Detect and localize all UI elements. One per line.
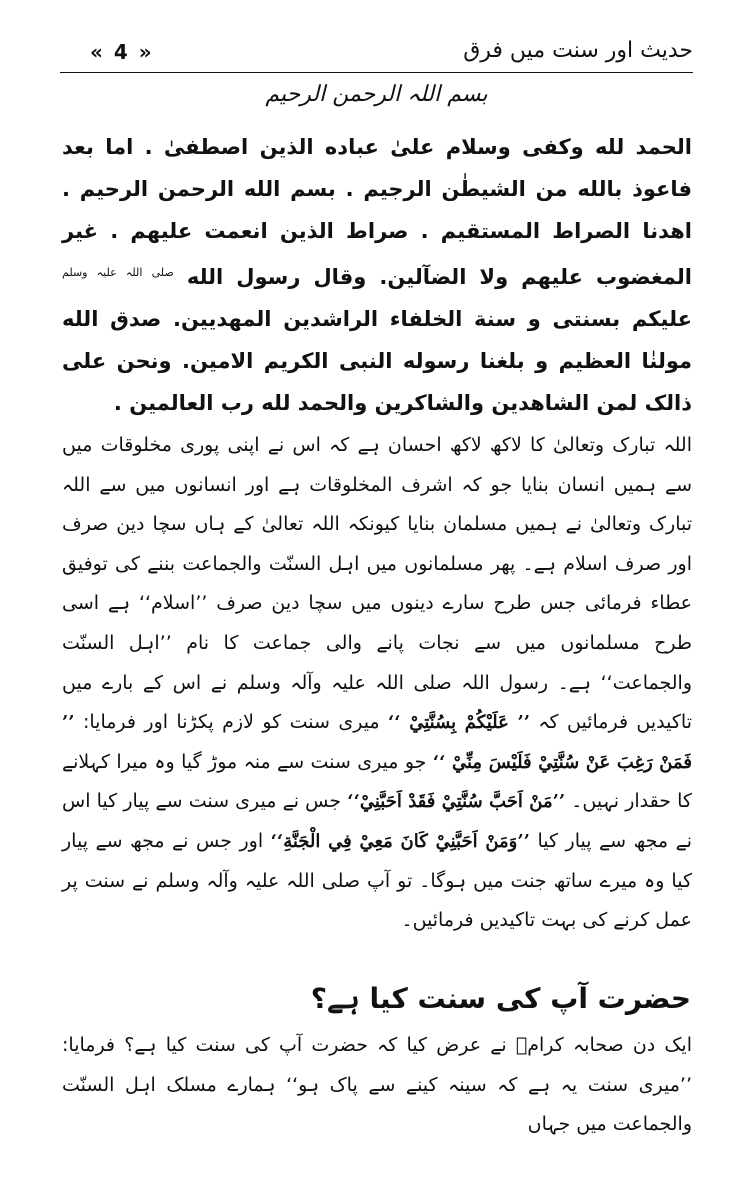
urdu-p1-text-5: اور جس نے مجھ سے پیار کیا وہ میرے ساتھ جنت میں ہوگا۔ تو آپ صلی اللہ علیہ وآلہ وسلم نے سنت پر عمل کرنے کی بہت تاکیدیں فرمائیں۔ — [62, 829, 692, 932]
hadith-quote-1: ’’ عَلَيْكُمْ بِسُنَّتِيْ ‘‘ — [388, 712, 530, 734]
urdu-p1-text-4: جس نے میری سنت سے پیار کیا اس نے مجھ سے پیار کیا — [62, 790, 693, 852]
hadith-quote-3: ’’مَنْ اَحَبَّ سُنَّتِيْ فَقَدْ اَحَبَّنِيْ‘‘ — [347, 791, 566, 813]
arabic-intro-part-1: الحمد لله وكفى وسلام علىٰ عباده الذين اصطفىٰ . اما بعد فاعوذ بالله من الشيطٰن الرجيم . بسم الله الرحمن الرحيم . اهدنا الصراط المستقيم . صراط الذين انعمت عليهم . غير المغضوب عليهم ولا الضآلين. وقال رسول الله — [62, 135, 692, 289]
arabic-intro-paragraph — [62, 126, 692, 424]
urdu-p1-text-3: جو میری سنت سے منہ موڑ گیا وہ میرا کہلانے کا حقدار نہیں۔ — [62, 750, 692, 813]
urdu-p1-text-1: اللہ تبارک وتعالیٰ کا لاکھ لاکھ احسان ہے کہ اس نے اپنی پوری مخلوقات میں سے ہمیں انسان بنایا جو کہ اشرف المخلوقات ہے اور انسانوں میں سے اللہ تبارک وتعالیٰ نے ہمیں مسلمان بنایا کیونکہ اللہ تعالیٰ کے ہاں سچا دین صرف اور صرف اسلام ہے۔ پھر مسلمانوں میں اہل السنّت والجماعت بننے کی توفیق عطاء فرمائی جس طرح سارے دینوں میں سچا دین صرف ’’اسلام‘‘ ہے اسی طرح مسلمانوں میں سے نجات پانے والی جماعت کا نام ’’اہل السنّت والجماعت‘‘ ہے۔ رسول اللہ صلی اللہ علیہ وآلہ وسلم نے اس کے بارے میں تاکیدیں فرمائیں کہ — [62, 434, 693, 734]
arabic-intro-part-2: عليكم بسنتی و سنة الخلفاء الراشدين المهديين. صدق الله مولنٰا العظيم و بلغنا رسوله النبی الكريم الامين. ونحن علی ذالک لمن الشاهدين والشاكرين والحمد لله رب العالمين . — [62, 307, 692, 415]
hadith-quote-4: ’’وَمَنْ اَحَبَّنِيْ كَانَ مَعِيْ فِي الْجَنَّةِ‘‘ — [270, 830, 530, 852]
header-divider — [60, 72, 693, 73]
bismillah-heading: بسم اللہ الرحمن الرحیم — [265, 82, 488, 107]
salutation-glyph: صلی اللہ علیہ وسلم — [62, 266, 174, 279]
page-number: « 4 » — [90, 40, 154, 64]
urdu-paragraph-1 — [62, 426, 692, 941]
page-header — [60, 30, 693, 76]
urdu-paragraph-2: ایک دن صحابہ کرامؓ نے عرض کیا کہ حضرت آپ کی سنت کیا ہے؟ فرمایا: ’’میری سنت یہ ہے کہ سینہ کینے سے پاک ہو‘‘ ہمارے مسلک اہل السنّت والجماعت میں جہاں — [62, 1034, 692, 1136]
hadith-quote-2: ’’ فَمَنْ رَغِبَ عَنْ سُنَّتِيْ فَلَيْسَ مِنِّيْ ‘‘ — [62, 712, 693, 773]
section-heading: حضرت آپ کی سنت کیا ہے؟ — [310, 982, 691, 1015]
urdu-p1-text-2: میری سنت کو لازم پکڑنا اور فرمایا: — [82, 711, 380, 734]
running-title: حدیث اور سنت میں فرق — [463, 38, 693, 63]
